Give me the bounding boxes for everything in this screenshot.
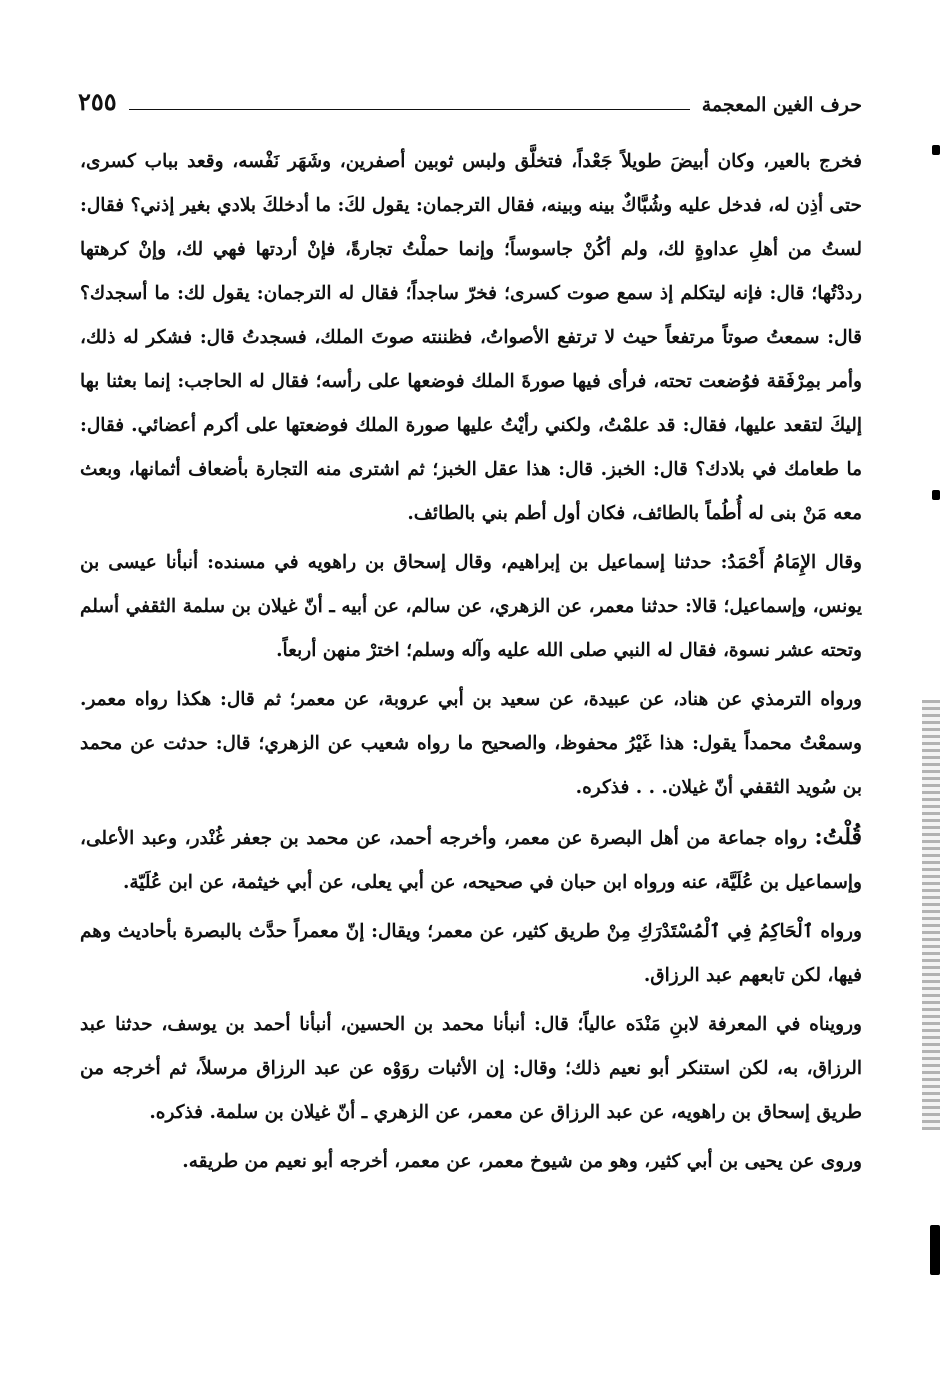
paragraph-5: ورواه ٱلْحَاكِمُ فِي ٱلْمُسْتَدْرَكِ مِنْ طريق كثير، عن معمر؛ ويقال: إنّ معمراً حدَّث بالبصرة بأحاديث وهم فيها، لكن تابعهم عبد الرزاق. — [80, 921, 862, 986]
paragraph-6: ورويناه في المعرفة لابنِ مَنْدَه عالياً؛ قال: أنبأنا محمد بن الحسين، أنبأنا أحمد بن يوسف، حدثنا عبد الرزاق، به، لكن استنكر أبو نعيم ذلك؛ وقال: إن الأثبات روَوْه عن عبد الرزاق مرسلاً، ثم أخرجه من طريق إسحاق بن راهويه، عن عبد الرزاق عن معمر، عن الزهري ـ أنّ غيلان بن سلمة. فذكره. — [80, 1014, 862, 1123]
paragraph-lead-word: قُلْتُ: — [814, 824, 862, 850]
paragraph-2: وقال الإِمَامُ أَحْمَدُ: حدثنا إسماعيل بن إبراهيم، وقال إسحاق بن راهويه في مسنده: أنبأنا عيسى بن يونس، وإسماعيل؛ قالا: حدثنا معمر، عن الزهري، عن سالم، عن أبيه ـ أنّ غيلان بن سلمة الثقفي أسلم وتحته عشر نسوة، فقال له النبي صلى الله عليه وآله وسلم؛ اخترْ منهن أربعاً. — [80, 552, 862, 661]
paragraph-3: ورواه الترمذي عن هناد، عن عبيدة، عن سعيد بن أبي عروبة، عن معمر؛ ثم قال: هكذا رواه معمر. وسمعْتُ محمداً يقول: هذا غَيْرُ محفوظ، والصحيح ما رواه شعيب عن الزهري؛ قال: حدثت عن محمد بن سُويد الثقفي أنّ غيلان. . . فذكره. — [80, 689, 862, 798]
paragraph-4: قُلْتُ: رواه جماعة من أهل البصرة عن معمر، وأخرجه أحمد، عن محمد بن جعفر غُنْدر، وعبد الأعلى، وإسماعيل بن عُلَيَّة، عنه ورواه ابن حبان في صحيحه، عن أبي يعلى، عن أبي خيثمة، عن ابن عُلَيّة. — [80, 824, 862, 893]
paragraph-7: وروى عن يحيى بن أبي كثير، وهو من شيوخ معمر، عن معمر، أخرجه أبو نعيم من طريقه. — [182, 1151, 862, 1172]
scan-edge-smudge — [922, 700, 940, 1130]
scan-mark — [932, 145, 940, 155]
scan-mark — [930, 1225, 940, 1275]
running-title: حرف الغين المعجمة — [701, 94, 862, 116]
paragraph-1: فخرج بالعير، وكان أبيضَ طويلاً جَعْداً، فتخلَّق ولبس ثوبين أصفرين، وشَهَر نَفْسه، وقعد بباب كسرى، حتى أذِن له، فدخل عليه وشُبَّاكٌ بينه وبينه، فقال الترجمان: يقول لكَ: ما أدخلكَ بلادي بغير إذني؟ فقال: لستُ من أهلِ عداوةٍ لك، ولم أكُنْ جاسوساً؛ وإنما حملْتُ تجارةً، فإنْ أردتها فهي لك، وإنْ كرهتها رددْتُها؛ قال: فإنه ليتكلم إذ سمع صوت كسرى؛ فخرّ ساجداً؛ فقال له الترجمان: يقول لك: ما أسجدك؟ قال: سمعتُ صوتاً مرتفعاً حيث لا ترتفع الأصواتُ، فظننته صوتَ الملك، فسجدتُ قال: فشكر له ذلك، وأمر بمِرْفَقة فوُضعت تحته، فرأى فيها صورةَ الملك فوضعها على رأسه؛ فقال له الحاجب: إنما بعثنا بها إليكَ لتقعد عليها، فقال: قد علمْتُ، ولكني رأيْتُ عليها صورة الملك فوضعتها على أكرم أعضائي. فقال: ما طعامك في بلادك؟ قال: الخبز. قال: هذا عقل الخبز؛ ثم اشترى منه التجارة بأضعاف أثمانها، وبعث معه مَنْ بنى له أُطُماً بالطائف، فكان أول أطم بني بالطائف. — [80, 151, 862, 524]
header-rule — [129, 109, 690, 110]
scan-mark — [932, 490, 940, 500]
page-header — [78, 80, 862, 116]
body-text — [80, 140, 862, 1189]
page-number: ٢٥٥ — [78, 87, 117, 116]
